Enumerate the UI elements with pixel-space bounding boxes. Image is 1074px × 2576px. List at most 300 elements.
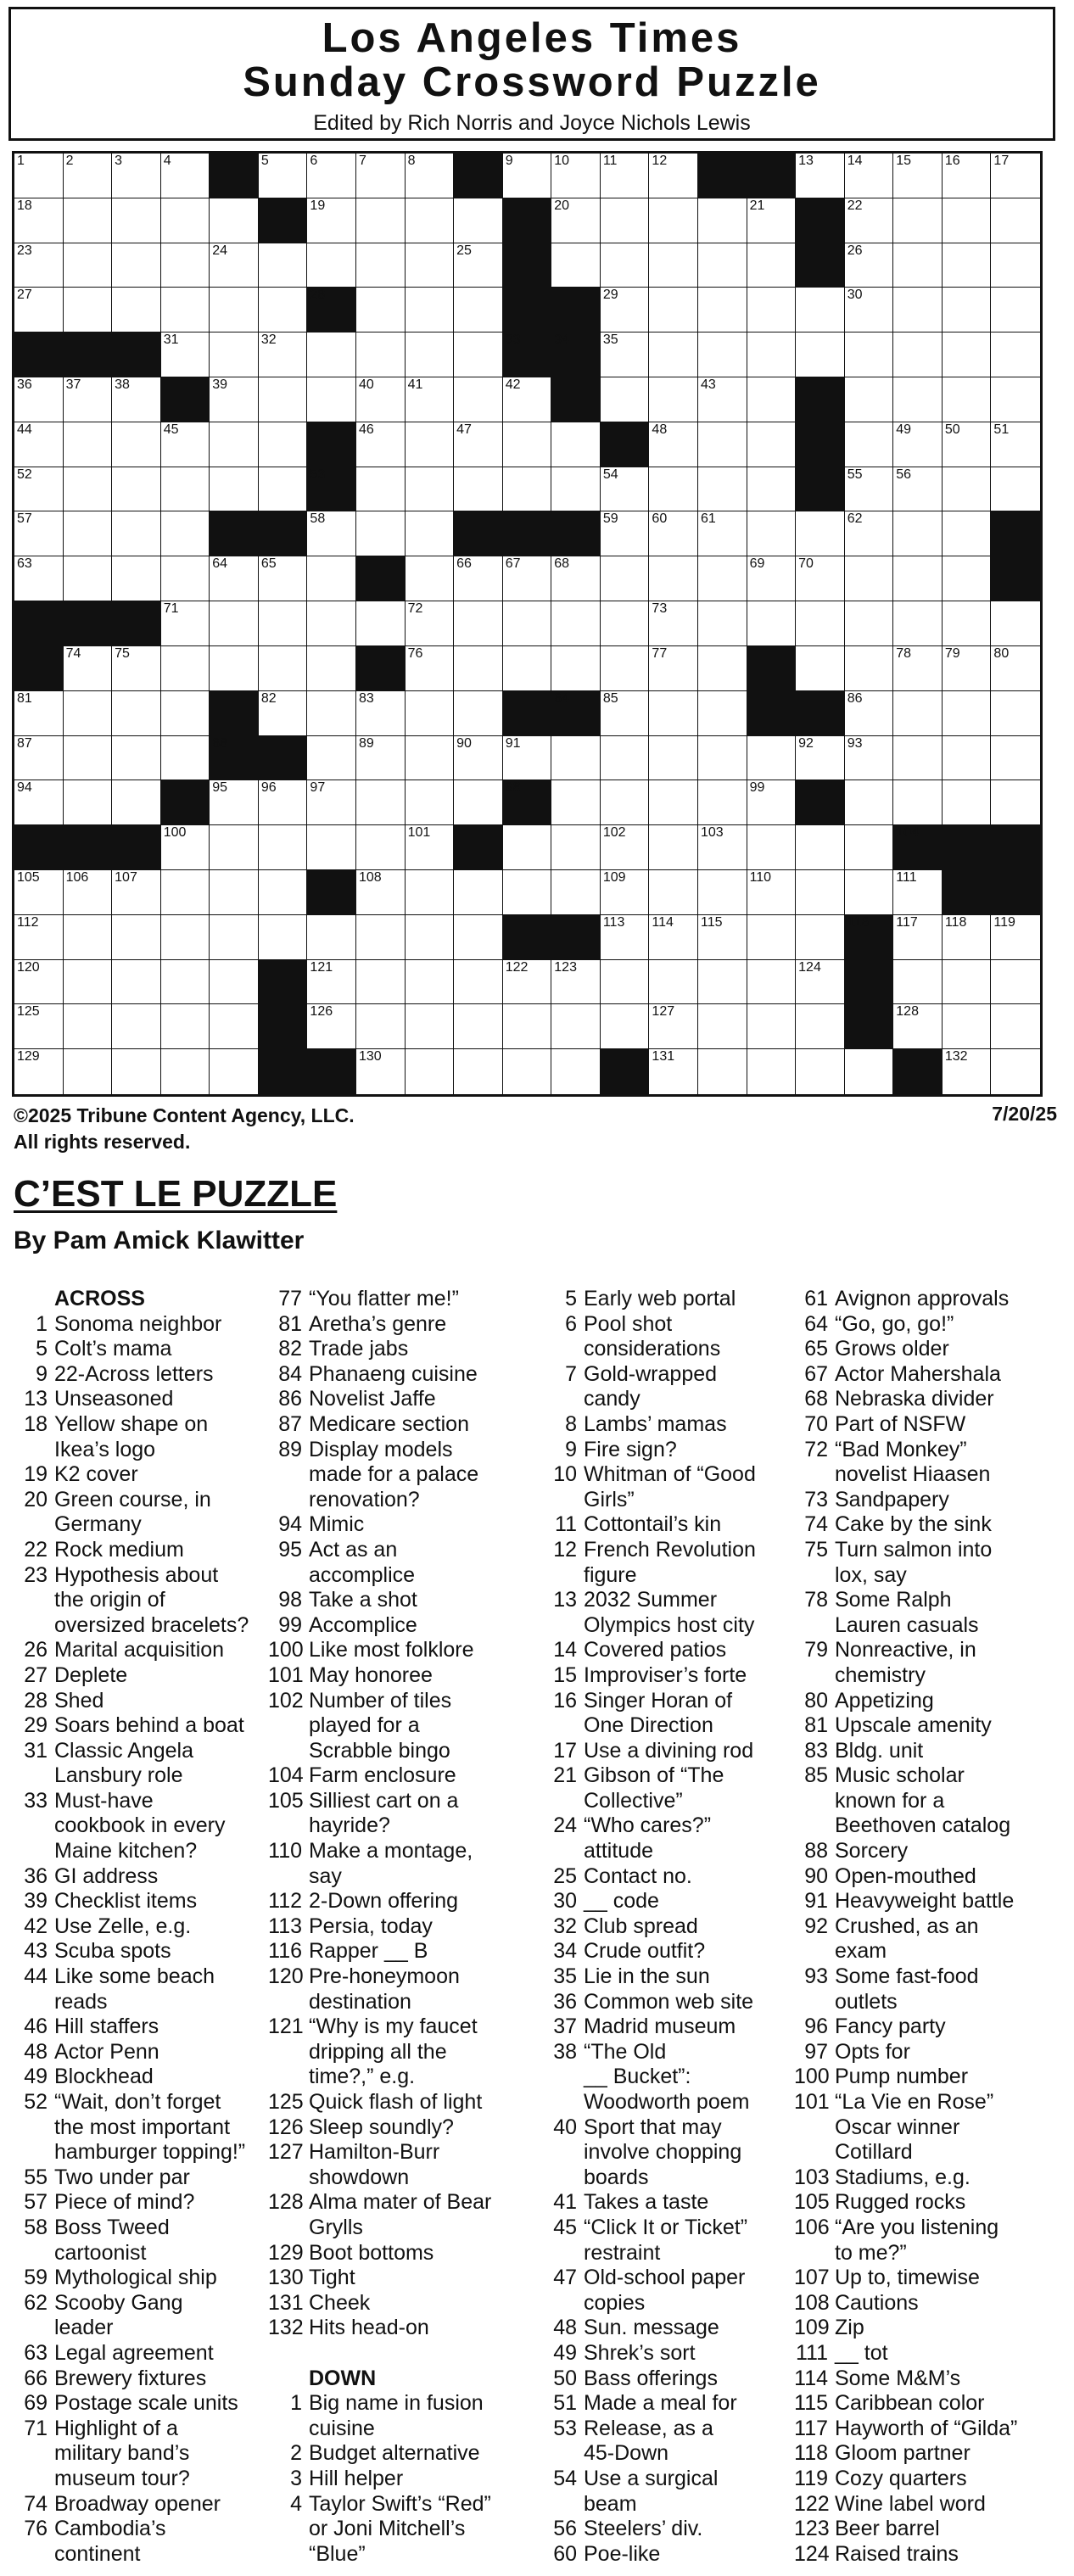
grid-cell[interactable] [356, 243, 406, 288]
grid-cell[interactable] [551, 1049, 601, 1094]
grid-cell[interactable] [64, 511, 113, 556]
grid-cell[interactable] [161, 422, 210, 467]
grid-cell[interactable] [845, 243, 894, 288]
grid-cell[interactable] [259, 691, 308, 736]
grid-cell[interactable] [991, 288, 1040, 332]
grid-cell[interactable] [845, 691, 894, 736]
grid-cell[interactable] [943, 422, 992, 467]
grid-cell[interactable] [698, 198, 747, 243]
grid-cell[interactable] [893, 736, 943, 781]
grid-cell[interactable] [210, 288, 259, 332]
grid-cell[interactable] [601, 154, 650, 198]
grid-cell[interactable] [161, 288, 210, 332]
grid-cell[interactable] [747, 288, 797, 332]
grid-cell[interactable] [845, 646, 894, 691]
grid-cell[interactable] [893, 377, 943, 422]
grid-cell[interactable] [601, 511, 650, 556]
grid-cell[interactable] [64, 870, 113, 915]
grid-cell[interactable] [649, 332, 698, 377]
grid-cell[interactable] [259, 154, 308, 198]
grid-cell[interactable] [454, 1049, 503, 1094]
grid-cell[interactable] [356, 780, 406, 825]
grid-cell[interactable] [551, 243, 601, 288]
grid-cell[interactable] [551, 422, 601, 467]
grid-cell[interactable] [649, 646, 698, 691]
grid-cell[interactable] [210, 332, 259, 377]
grid-cell[interactable] [210, 780, 259, 825]
grid-cell[interactable] [845, 870, 894, 915]
grid-cell[interactable] [649, 467, 698, 512]
grid-cell[interactable] [845, 736, 894, 781]
grid-cell[interactable] [698, 556, 747, 601]
grid-cell[interactable] [893, 154, 943, 198]
grid-cell[interactable] [649, 377, 698, 422]
grid-cell[interactable] [601, 870, 650, 915]
grid-cell[interactable] [64, 467, 113, 512]
grid-cell[interactable] [747, 243, 797, 288]
grid-cell[interactable] [845, 288, 894, 332]
grid-cell[interactable] [210, 198, 259, 243]
grid-cell[interactable] [893, 422, 943, 467]
grid-cell[interactable] [454, 377, 503, 422]
grid-cell[interactable] [259, 556, 308, 601]
grid-cell[interactable] [601, 780, 650, 825]
grid-cell[interactable] [943, 467, 992, 512]
grid-cell[interactable] [698, 422, 747, 467]
grid-cell[interactable] [307, 825, 356, 870]
grid-cell[interactable] [14, 154, 64, 198]
grid-cell[interactable] [991, 960, 1040, 1005]
grid-cell[interactable] [64, 736, 113, 781]
grid-cell[interactable] [698, 1049, 747, 1094]
grid-cell[interactable] [845, 332, 894, 377]
grid-cell[interactable] [503, 736, 552, 781]
grid-cell[interactable] [845, 198, 894, 243]
grid-cell[interactable] [307, 736, 356, 781]
grid-cell[interactable] [943, 1049, 992, 1094]
grid-cell[interactable] [991, 1004, 1040, 1049]
grid-cell[interactable] [406, 1049, 455, 1094]
grid-cell[interactable] [503, 154, 552, 198]
grid-cell[interactable] [991, 915, 1040, 960]
grid-cell[interactable] [943, 915, 992, 960]
grid-cell[interactable] [698, 870, 747, 915]
grid-cell[interactable] [796, 825, 845, 870]
grid-cell[interactable] [649, 243, 698, 288]
grid-cell[interactable] [161, 1004, 210, 1049]
grid-cell[interactable] [112, 556, 161, 601]
grid-cell[interactable] [161, 960, 210, 1005]
grid-cell[interactable] [259, 467, 308, 512]
grid-cell[interactable] [551, 780, 601, 825]
grid-cell[interactable] [454, 691, 503, 736]
grid-cell[interactable] [991, 780, 1040, 825]
grid-cell[interactable] [747, 1004, 797, 1049]
grid-cell[interactable] [307, 691, 356, 736]
grid-cell[interactable] [893, 556, 943, 601]
grid-cell[interactable] [649, 198, 698, 243]
grid-cell[interactable] [845, 377, 894, 422]
grid-cell[interactable] [356, 870, 406, 915]
grid-cell[interactable] [356, 332, 406, 377]
grid-cell[interactable] [649, 825, 698, 870]
grid-cell[interactable] [161, 198, 210, 243]
grid-cell[interactable] [601, 960, 650, 1005]
grid-cell[interactable] [454, 198, 503, 243]
grid-cell[interactable] [551, 1004, 601, 1049]
grid-cell[interactable] [991, 332, 1040, 377]
grid-cell[interactable] [161, 1049, 210, 1094]
grid-cell[interactable] [406, 377, 455, 422]
grid-cell[interactable] [601, 1004, 650, 1049]
grid-cell[interactable] [210, 870, 259, 915]
grid-cell[interactable] [112, 915, 161, 960]
grid-cell[interactable] [943, 646, 992, 691]
grid-cell[interactable] [503, 870, 552, 915]
grid-cell[interactable] [747, 467, 797, 512]
grid-cell[interactable] [698, 825, 747, 870]
grid-cell[interactable] [601, 736, 650, 781]
grid-cell[interactable] [454, 736, 503, 781]
grid-cell[interactable] [601, 556, 650, 601]
grid-cell[interactable] [845, 1049, 894, 1094]
grid-cell[interactable] [210, 646, 259, 691]
grid-cell[interactable] [64, 780, 113, 825]
grid-cell[interactable] [259, 825, 308, 870]
grid-cell[interactable] [943, 511, 992, 556]
grid-cell[interactable] [64, 960, 113, 1005]
grid-cell[interactable] [406, 780, 455, 825]
grid-cell[interactable] [747, 511, 797, 556]
grid-cell[interactable] [747, 377, 797, 422]
grid-cell[interactable] [943, 243, 992, 288]
grid-cell[interactable] [747, 780, 797, 825]
grid-cell[interactable] [356, 198, 406, 243]
grid-cell[interactable] [503, 960, 552, 1005]
grid-cell[interactable] [112, 780, 161, 825]
grid-cell[interactable] [943, 780, 992, 825]
grid-cell[interactable] [356, 736, 406, 781]
grid-cell[interactable] [991, 154, 1040, 198]
grid-cell[interactable] [210, 915, 259, 960]
grid-cell[interactable] [943, 736, 992, 781]
grid-cell[interactable] [64, 154, 113, 198]
grid-cell[interactable] [259, 780, 308, 825]
grid-cell[interactable] [796, 601, 845, 646]
grid-cell[interactable] [454, 467, 503, 512]
grid-cell[interactable] [893, 511, 943, 556]
grid-cell[interactable] [14, 243, 64, 288]
grid-cell[interactable] [210, 1004, 259, 1049]
grid-cell[interactable] [64, 646, 113, 691]
grid-cell[interactable] [991, 377, 1040, 422]
grid-cell[interactable] [845, 467, 894, 512]
grid-cell[interactable] [747, 825, 797, 870]
grid-cell[interactable] [893, 870, 943, 915]
grid-cell[interactable] [161, 915, 210, 960]
grid-cell[interactable] [649, 736, 698, 781]
grid-cell[interactable] [943, 288, 992, 332]
grid-cell[interactable] [454, 243, 503, 288]
grid-cell[interactable] [893, 243, 943, 288]
grid-cell[interactable] [259, 646, 308, 691]
grid-cell[interactable] [551, 736, 601, 781]
grid-cell[interactable] [551, 601, 601, 646]
grid-cell[interactable] [356, 154, 406, 198]
grid-cell[interactable] [698, 377, 747, 422]
grid-cell[interactable] [64, 1049, 113, 1094]
grid-cell[interactable] [210, 377, 259, 422]
grid-cell[interactable] [747, 915, 797, 960]
grid-cell[interactable] [406, 154, 455, 198]
grid-cell[interactable] [893, 960, 943, 1005]
grid-cell[interactable] [307, 780, 356, 825]
grid-cell[interactable] [551, 960, 601, 1005]
grid-cell[interactable] [991, 1049, 1040, 1094]
grid-cell[interactable] [161, 736, 210, 781]
grid-cell[interactable] [307, 332, 356, 377]
grid-cell[interactable] [161, 870, 210, 915]
grid-cell[interactable] [112, 691, 161, 736]
grid-cell[interactable] [893, 288, 943, 332]
grid-cell[interactable] [601, 243, 650, 288]
grid-cell[interactable] [893, 198, 943, 243]
grid-cell[interactable] [356, 601, 406, 646]
grid-cell[interactable] [356, 288, 406, 332]
grid-cell[interactable] [747, 332, 797, 377]
grid-cell[interactable] [14, 870, 64, 915]
grid-cell[interactable] [943, 377, 992, 422]
grid-cell[interactable] [503, 422, 552, 467]
grid-cell[interactable] [649, 1049, 698, 1094]
grid-cell[interactable] [112, 422, 161, 467]
grid-cell[interactable] [991, 736, 1040, 781]
grid-cell[interactable] [796, 511, 845, 556]
grid-cell[interactable] [64, 915, 113, 960]
grid-cell[interactable] [406, 601, 455, 646]
grid-cell[interactable] [893, 691, 943, 736]
grid-cell[interactable] [943, 691, 992, 736]
grid-cell[interactable] [991, 691, 1040, 736]
grid-cell[interactable] [503, 467, 552, 512]
grid-cell[interactable] [503, 377, 552, 422]
grid-cell[interactable] [307, 154, 356, 198]
grid-cell[interactable] [112, 377, 161, 422]
grid-cell[interactable] [406, 288, 455, 332]
grid-cell[interactable] [406, 198, 455, 243]
grid-cell[interactable] [747, 736, 797, 781]
grid-cell[interactable] [406, 870, 455, 915]
grid-cell[interactable] [64, 422, 113, 467]
grid-cell[interactable] [161, 601, 210, 646]
grid-cell[interactable] [747, 870, 797, 915]
grid-cell[interactable] [796, 736, 845, 781]
grid-cell[interactable] [943, 960, 992, 1005]
grid-cell[interactable] [698, 511, 747, 556]
grid-cell[interactable] [406, 467, 455, 512]
grid-cell[interactable] [259, 288, 308, 332]
grid-cell[interactable] [698, 243, 747, 288]
grid-cell[interactable] [747, 1049, 797, 1094]
grid-cell[interactable] [943, 198, 992, 243]
grid-cell[interactable] [698, 915, 747, 960]
grid-cell[interactable] [406, 915, 455, 960]
grid-cell[interactable] [112, 736, 161, 781]
grid-cell[interactable] [649, 422, 698, 467]
grid-cell[interactable] [210, 243, 259, 288]
grid-cell[interactable] [649, 870, 698, 915]
grid-cell[interactable] [259, 422, 308, 467]
grid-cell[interactable] [601, 646, 650, 691]
grid-cell[interactable] [406, 243, 455, 288]
grid-cell[interactable] [406, 960, 455, 1005]
grid-cell[interactable] [747, 556, 797, 601]
grid-cell[interactable] [161, 154, 210, 198]
grid-cell[interactable] [991, 601, 1040, 646]
grid-cell[interactable] [601, 467, 650, 512]
grid-cell[interactable] [551, 825, 601, 870]
grid-cell[interactable] [796, 288, 845, 332]
grid-cell[interactable] [112, 467, 161, 512]
grid-cell[interactable] [845, 422, 894, 467]
grid-cell[interactable] [259, 601, 308, 646]
grid-cell[interactable] [14, 422, 64, 467]
grid-cell[interactable] [259, 332, 308, 377]
grid-cell[interactable] [356, 467, 406, 512]
grid-cell[interactable] [991, 467, 1040, 512]
grid-cell[interactable] [796, 1049, 845, 1094]
grid-cell[interactable] [14, 467, 64, 512]
grid-cell[interactable] [991, 422, 1040, 467]
grid-cell[interactable] [356, 691, 406, 736]
grid-cell[interactable] [601, 915, 650, 960]
grid-cell[interactable] [991, 198, 1040, 243]
grid-cell[interactable] [796, 332, 845, 377]
grid-cell[interactable] [551, 154, 601, 198]
grid-cell[interactable] [649, 780, 698, 825]
grid-cell[interactable] [14, 691, 64, 736]
grid-cell[interactable] [406, 736, 455, 781]
grid-cell[interactable] [356, 1049, 406, 1094]
grid-cell[interactable] [112, 960, 161, 1005]
grid-cell[interactable] [307, 960, 356, 1005]
grid-cell[interactable] [64, 198, 113, 243]
grid-cell[interactable] [796, 154, 845, 198]
grid-cell[interactable] [210, 1049, 259, 1094]
grid-cell[interactable] [698, 736, 747, 781]
grid-cell[interactable] [893, 915, 943, 960]
grid-cell[interactable] [649, 960, 698, 1005]
grid-cell[interactable] [307, 377, 356, 422]
grid-cell[interactable] [210, 422, 259, 467]
grid-cell[interactable] [454, 870, 503, 915]
grid-cell[interactable] [14, 198, 64, 243]
grid-cell[interactable] [14, 377, 64, 422]
grid-cell[interactable] [454, 422, 503, 467]
grid-cell[interactable] [943, 601, 992, 646]
grid-cell[interactable] [356, 915, 406, 960]
grid-cell[interactable] [845, 825, 894, 870]
grid-cell[interactable] [698, 691, 747, 736]
grid-cell[interactable] [14, 915, 64, 960]
grid-cell[interactable] [112, 288, 161, 332]
grid-cell[interactable] [112, 511, 161, 556]
grid-cell[interactable] [454, 960, 503, 1005]
grid-cell[interactable] [112, 198, 161, 243]
grid-cell[interactable] [454, 1004, 503, 1049]
grid-cell[interactable] [503, 825, 552, 870]
grid-cell[interactable] [845, 154, 894, 198]
grid-cell[interactable] [112, 870, 161, 915]
grid-cell[interactable] [64, 377, 113, 422]
grid-cell[interactable] [406, 511, 455, 556]
grid-cell[interactable] [259, 243, 308, 288]
grid-cell[interactable] [796, 870, 845, 915]
grid-cell[interactable] [14, 288, 64, 332]
grid-cell[interactable] [112, 154, 161, 198]
grid-cell[interactable] [161, 332, 210, 377]
grid-cell[interactable] [14, 960, 64, 1005]
grid-cell[interactable] [698, 1004, 747, 1049]
grid-cell[interactable] [649, 601, 698, 646]
grid-cell[interactable] [307, 915, 356, 960]
grid-cell[interactable] [64, 243, 113, 288]
grid-cell[interactable] [454, 288, 503, 332]
grid-cell[interactable] [551, 646, 601, 691]
grid-cell[interactable] [698, 332, 747, 377]
grid-cell[interactable] [454, 915, 503, 960]
grid-cell[interactable] [356, 1004, 406, 1049]
grid-cell[interactable] [845, 556, 894, 601]
grid-cell[interactable] [161, 467, 210, 512]
grid-cell[interactable] [601, 601, 650, 646]
grid-cell[interactable] [64, 691, 113, 736]
grid-cell[interactable] [259, 870, 308, 915]
grid-cell[interactable] [307, 511, 356, 556]
grid-cell[interactable] [943, 154, 992, 198]
grid-cell[interactable] [454, 780, 503, 825]
grid-cell[interactable] [112, 243, 161, 288]
grid-cell[interactable] [796, 646, 845, 691]
grid-cell[interactable] [64, 556, 113, 601]
grid-cell[interactable] [649, 691, 698, 736]
grid-cell[interactable] [406, 825, 455, 870]
grid-cell[interactable] [796, 960, 845, 1005]
grid-cell[interactable] [307, 601, 356, 646]
grid-cell[interactable] [454, 601, 503, 646]
grid-cell[interactable] [698, 288, 747, 332]
grid-cell[interactable] [161, 646, 210, 691]
grid-cell[interactable] [406, 646, 455, 691]
grid-cell[interactable] [747, 198, 797, 243]
grid-cell[interactable] [698, 601, 747, 646]
grid-cell[interactable] [649, 915, 698, 960]
grid-cell[interactable] [161, 691, 210, 736]
grid-cell[interactable] [943, 1004, 992, 1049]
grid-cell[interactable] [503, 1004, 552, 1049]
grid-cell[interactable] [356, 422, 406, 467]
grid-cell[interactable] [893, 1004, 943, 1049]
grid-cell[interactable] [796, 915, 845, 960]
grid-cell[interactable] [601, 377, 650, 422]
grid-cell[interactable] [551, 556, 601, 601]
grid-cell[interactable] [161, 511, 210, 556]
grid-cell[interactable] [551, 467, 601, 512]
grid-cell[interactable] [747, 422, 797, 467]
grid-cell[interactable] [649, 288, 698, 332]
grid-cell[interactable] [796, 556, 845, 601]
grid-cell[interactable] [698, 780, 747, 825]
